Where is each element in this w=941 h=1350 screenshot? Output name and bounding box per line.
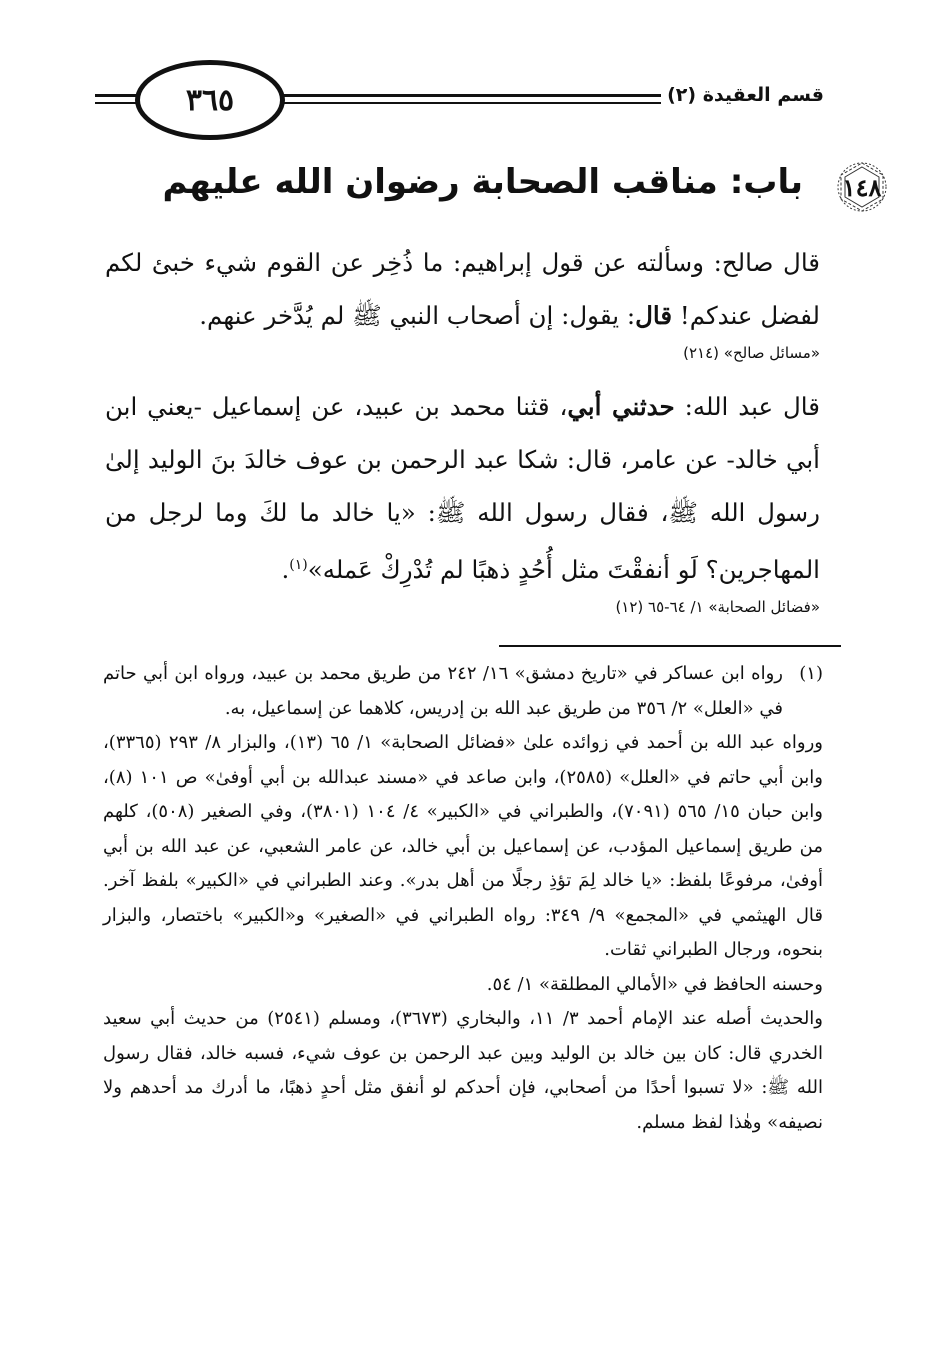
paragraph-1 — [105, 236, 820, 342]
p2-end: . — [281, 555, 290, 585]
p1-bold: قال — [635, 301, 673, 330]
footnote-para-3: وحسنه الحافظ في «الأمالي المطلقة» ١/ ٥٤. — [486, 973, 823, 995]
chapter-title: باب: مناقب الصحابة رضوان الله عليهم — [162, 162, 803, 202]
p2-text-a: قال عبد الله: — [674, 392, 820, 421]
chapter-heading — [140, 158, 882, 218]
footnote-number: (١) — [799, 663, 823, 684]
paragraph-2-block — [105, 380, 820, 616]
citation-2: «فضائل الصحابة» ١/ ٦٤-٦٥ (١٢) — [615, 598, 820, 617]
page-number — [135, 60, 285, 140]
page-header — [95, 60, 830, 148]
p2-bold: حدثني أبي — [567, 392, 675, 421]
footnotes — [103, 657, 823, 1140]
p1-text-b: : يقول: إن أصحاب النبي ﷺ لم يُدَّخر عنهم. — [199, 301, 636, 330]
footnote-1 — [103, 657, 823, 726]
page-number-text: ٣٦٥ — [185, 82, 235, 118]
footnote-para-2: ورواه عبد الله بن أحمد في زوائده علىٰ «فضائل الصحابة» ١/ ٦٥ (١٣)، والبزار ٨/ ٢٩٣ (٣٣٦٥)، وابن أبي حاتم في «العلل» (٢٥٨٥)، وابن صاعد في «مسند عبدالله بن أبي أوفىٰ» ص ١٠١ (٨)، وابن حبان ١٥/ ٥٦٥ (٧٠٩١)، والطبراني في «الكبير» ٤/ ١٠٤ (٣٨٠١)، وفي الصغير (٥٠٨)، كلهم من طريق إسماعيل المؤدب، عن إسماعيل بن أبي خالد، عن عامر الشعبي، عن عبد الله بن أبي أوفىٰ، مرفوعًا بلفظ: «يا خالد لِمَ تؤذِ رجلًا من أهل بدر». وعند الطبراني في «الكبير» بلفظ آخر. قال الهيثمي في «المجمع» ٩/ ٣٤٩: رواه الطبراني في «الصغير» و«الكبير» باختصار، والبزار بنحوه، ورجال الطبراني ثقات. — [103, 732, 823, 960]
p1-text-a: قال صالح: وسألته عن قول إبراهيم: ما ذُخِر عن القوم شيء خبئ لكم لفضل عندكم! — [105, 248, 820, 330]
citation-1: «مسائل صالح» (٢١٤) — [683, 344, 820, 362]
paragraph-2 — [105, 380, 820, 596]
footnote-separator — [499, 645, 841, 647]
p2-text-b: ، قثنا محمد بن عبيد، عن إسماعيل -يعني ابن أبي خالد- عن عامر، قال: شكا عبد الرحمن بن عوف خالدَ بنَ الوليد إلىٰ رسول الله ﷺ، فقال رسول الله ﷺ: «يا خالد ما لكَ وما لرجل من المهاجرين؟ لَو أنفقْتَ مثل أُحُدٍ ذهبًا لم تُدْرِكْ عَمله» — [105, 392, 820, 585]
paragraph-1-block — [105, 236, 820, 362]
footnote-para-4: والحديث أصله عند الإمام أحمد ٣/ ١١، والبخاري (٣٦٧٣)، ومسلم (٢٥٤١) من حديث أبي سعيد الخدري قال: كان بين خالد بن الوليد وبين عبد الرحمن بن عوف شيء، فسبه خالد، فقال رسول الله ﷺ: «لا تسبوا أحدًا من أصحابي، فإن أحدكم لو أنفق مثل أحدٍ ذهبًا، ما أدرك مد أحدهم ولا نصيفه» وهٰذا لفظ مسلم. — [103, 1008, 823, 1133]
running-head: قسم العقيدة (٢) — [661, 84, 830, 106]
chapter-number: ١٤٨ — [842, 172, 882, 202]
footnote-para-1: رواه ابن عساكر في «تاريخ دمشق» ١٦/ ٢٤٢ من طريق محمد بن عبيد، ورواه ابن أبي حاتم في «العلل» ٢/ ٣٥٦ من طريق عبد الله بن إدريس، كلاهما عن إسماعيل، به. — [103, 663, 783, 719]
chapter-number-badge — [831, 160, 893, 214]
footnote-ref[interactable]: (١) — [289, 557, 308, 573]
